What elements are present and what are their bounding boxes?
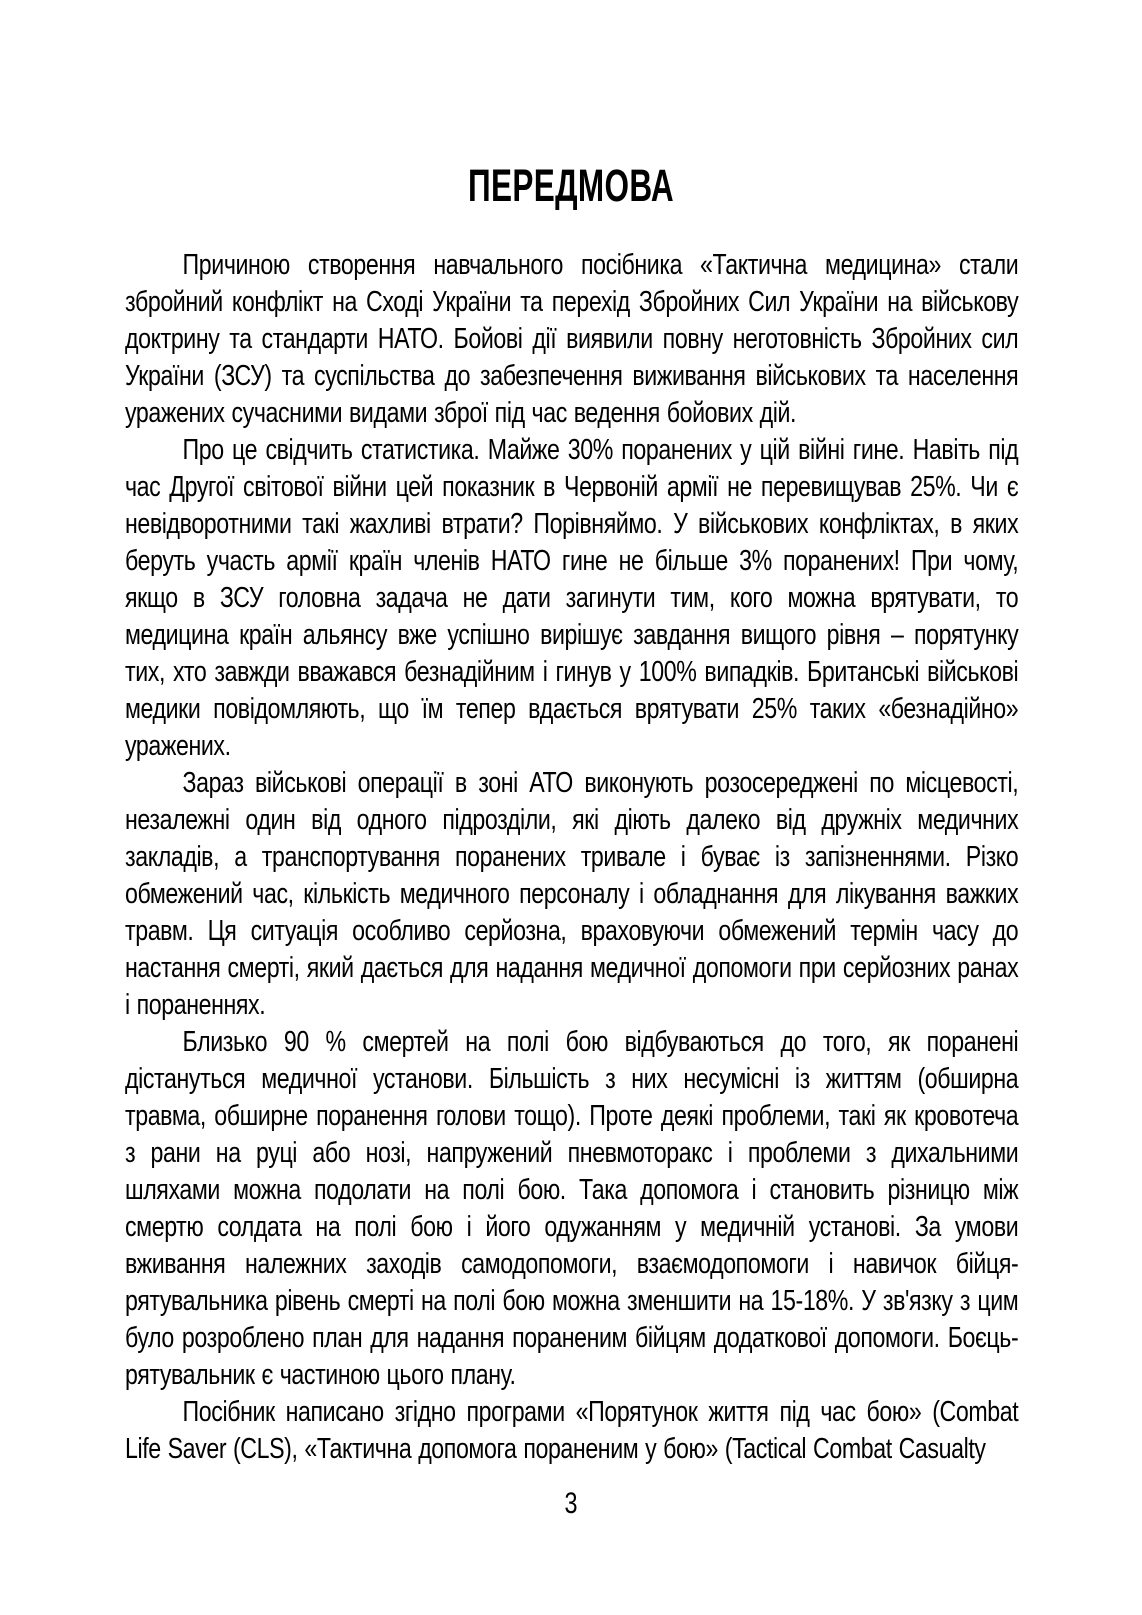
paragraph-ato-operations: Зараз військові операції в зоні АТО виконують розосереджені по місцевості, незалежні один від одного підрозділи, які діють далеко від дружніх медичних закладів, а транспортування поранених тривале і буває із запізненнями. Різко обмежений час, кількість медичного персоналу і обладнання для лікування важких травм. Ця ситуація особливо серйозна, враховуючи обмежений термін часу до настання смерті, який дається для надання медичної допомоги при серйозних ранах і пораненнях. bbox=[125, 767, 1019, 1021]
paragraph-statistics: Про це свідчить статистика. Майже 30% поранених у цій війні гине. Навіть під час Другої світової війни цей показник в Червоній армії не перевищував 25%. Чи є невідворотними такі жахливі втрати? Порівняймо. У військових конфліктах, в яких беруть участь армії країн членів НАТО гине не більше 3% поранених! При чому, якщо в ЗСУ головна задача не дати загинути тим, кого можна врятувати, то медицина країн альянсу вже успішно вирішує завдання вищого рівня – порятунку тих, хто завжди вважався безнадійним і гинув у 100% випадків. Британські військові медики повідомляють, що їм тепер вдається врятувати 25% таких «безнадійно» уражених. bbox=[125, 434, 1019, 762]
body-text bbox=[125, 247, 1018, 1468]
page-title: ПЕРЕДМОВА bbox=[468, 160, 674, 211]
paragraph-program-reference: Посібник написано згідно програми «Порятунок життя під час бою» (Combat Life Saver (CLS), «Тактична допомога пораненим у бою» (Tactical Combat Casualty bbox=[125, 1396, 1019, 1465]
paragraph-intro: Причиною створення навчального посібника «Тактична медицина» стали збройний конфлікт на Сході України та перехід Збройних Сил України на військову доктрину та стандарти НАТО. Бойові дії виявили повну неготовність Збройних сил України (ЗСУ) та суспільства до забезпечення виживання військових та населення уражених сучасними видами зброї під час ведення бойових дій. bbox=[125, 249, 1019, 429]
paragraph-battlefield-deaths: Близько 90 % смертей на полі бою відбуваються до того, як поранені дістануться медичної установи. Більшість з них несумісні із життям (обширна травма, обширне поранення голови тощо). Проте деякі проблеми, такі як кровотеча з рани на руці або нозі, напружений пневмоторакс і проблеми з дихальними шляхами можна подолати на полі бою. Така допомога і становить різницю між смертю солдата на полі бою і його одужанням у медичній установі. За умови вживання належних заходів самодопомоги, взаємодопомоги і навичок бійця-рятувальника рівень смерті на полі бою можна зменшити на 15-18%. У зв'язку з цим було розроблено план для надання пораненим бійцям додаткової допомоги. Боєць-рятувальник є частиною цього плану. bbox=[125, 1026, 1019, 1391]
page-number: 3 bbox=[564, 1487, 578, 1520]
